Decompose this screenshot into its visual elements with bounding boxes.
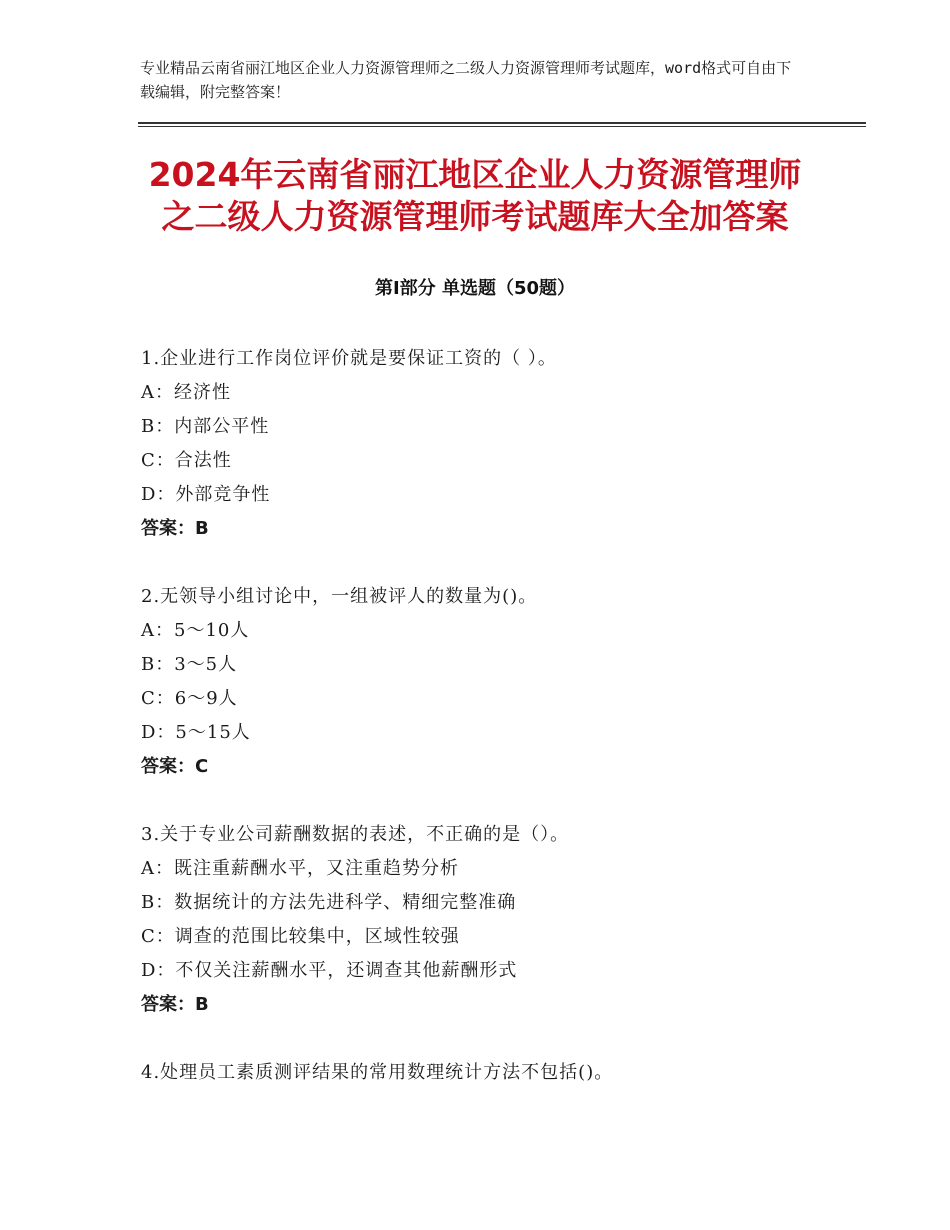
document-title bbox=[100, 154, 850, 238]
answer: 答案：B bbox=[141, 518, 209, 539]
question-1 bbox=[141, 342, 861, 546]
header-divider-thin bbox=[138, 126, 866, 127]
question-2 bbox=[141, 580, 861, 784]
option-a: A：5～10人 bbox=[141, 620, 250, 641]
document-title-line-1: 2024年云南省丽江地区企业人力资源管理师 bbox=[148, 155, 802, 194]
option-b: B：数据统计的方法先进科学、精细完整准确 bbox=[141, 892, 517, 913]
option-a: A：既注重薪酬水平，又注重趋势分析 bbox=[141, 858, 459, 879]
question-stem: 1.企业进行工作岗位评价就是要保证工资的（ ）。 bbox=[141, 348, 557, 369]
option-c: C：6～9人 bbox=[141, 688, 238, 709]
question-3 bbox=[141, 818, 861, 1022]
option-d: D：外部竞争性 bbox=[141, 484, 271, 505]
question-stem: 4.处理员工素质测评结果的常用数理统计方法不包括()。 bbox=[141, 1062, 614, 1083]
option-d: D：5～15人 bbox=[141, 722, 251, 743]
option-d: D：不仅关注薪酬水平，还调查其他薪酬形式 bbox=[141, 960, 518, 981]
section-title: 第Ⅰ部分 单选题（50题） bbox=[374, 278, 575, 299]
question-4 bbox=[141, 1056, 861, 1090]
option-c: C：合法性 bbox=[141, 450, 232, 471]
question-stem: 3.关于专业公司薪酬数据的表述，不正确的是（）。 bbox=[141, 824, 570, 845]
answer: 答案：C bbox=[141, 756, 209, 777]
option-a: A：经济性 bbox=[141, 382, 231, 403]
question-stem: 2.无领导小组讨论中，一组被评人的数量为()。 bbox=[141, 586, 538, 607]
option-b: B：内部公平性 bbox=[141, 416, 270, 437]
header-note: 专业精品云南省丽江地区企业人力资源管理师之二级人力资源管理师考试题库，word格式可自由下载编辑，附完整答案！ bbox=[140, 59, 792, 101]
document-title-line-2: 之二级人力资源管理师考试题库大全加答案 bbox=[161, 197, 789, 236]
header-divider-thick bbox=[138, 122, 866, 124]
answer: 答案：B bbox=[141, 994, 209, 1015]
question-list bbox=[141, 342, 861, 1124]
option-b: B：3～5人 bbox=[141, 654, 238, 675]
option-c: C：调查的范围比较集中，区域性较强 bbox=[141, 926, 460, 947]
